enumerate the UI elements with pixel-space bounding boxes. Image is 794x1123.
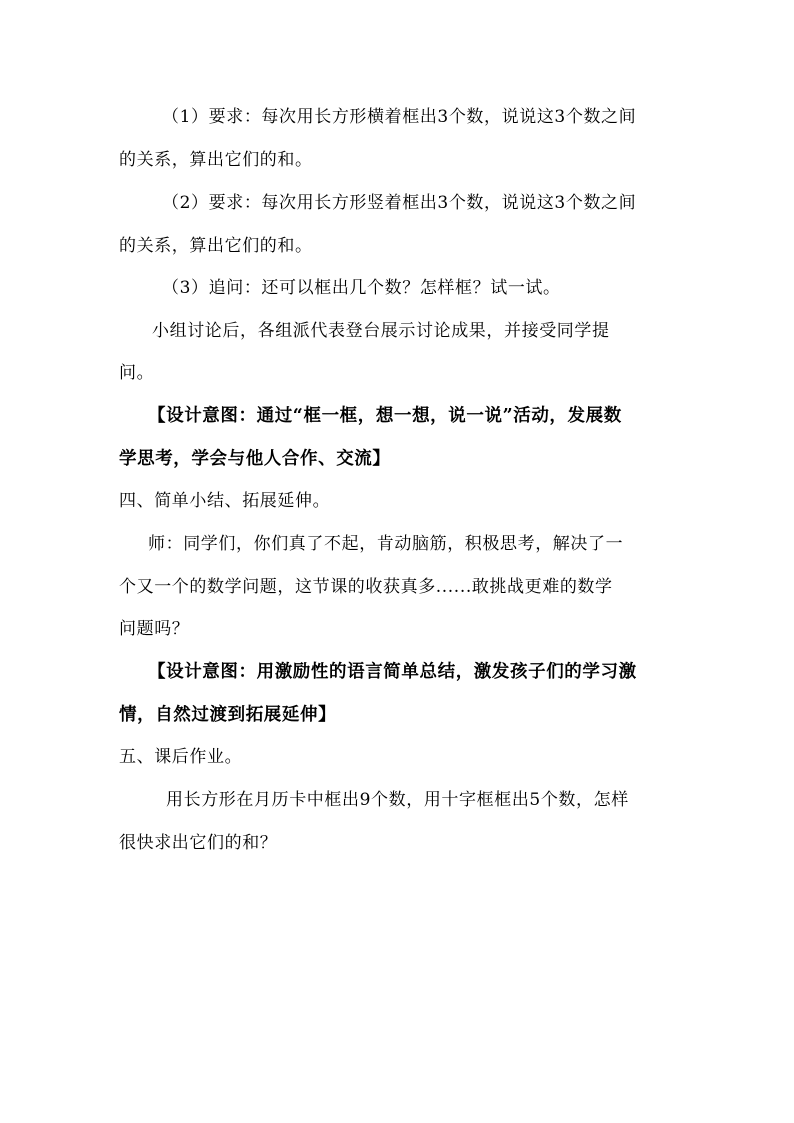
- text-line: 用长方形在月历卡中框出9个数，用十字框框出5个数，怎样: [166, 790, 629, 810]
- section-heading: 五、课后作业。: [119, 747, 243, 767]
- text-line: 问题吗？: [119, 619, 190, 639]
- text-line: （3）追问：还可以框出几个数？怎样框？试一试。: [162, 278, 561, 298]
- design-intent-note: 【设计意图：用激励性的语言简单总结，激发孩子们的学习激: [148, 662, 637, 682]
- design-intent-note: 【设计意图：通过“框一框，想一想，说一说”活动，发展数: [148, 406, 622, 426]
- text-line: 的关系，算出它们的和。: [119, 236, 313, 256]
- text-line: （2）要求：每次用长方形竖着框出3个数，说说这3个数之间: [162, 193, 637, 213]
- text-line: 问。: [119, 363, 155, 383]
- text-line: 师：同学们，你们真了不起，肯动脑筋，积极思考，解决了一: [148, 534, 624, 554]
- text-line: 的关系，算出它们的和。: [119, 150, 313, 170]
- design-intent-note: 情，自然过渡到拓展延伸】: [119, 705, 337, 725]
- text-line: 小组讨论后，各组派代表登台展示讨论成果，并接受同学提: [152, 321, 610, 341]
- text-line: （1）要求：每次用长方形横着框出3个数，说说这3个数之间: [162, 107, 637, 127]
- section-heading: 四、简单小结、拓展延伸。: [119, 491, 331, 511]
- text-line: 很快求出它们的和？: [119, 833, 278, 853]
- text-line: 个又一个的数学问题，这节课的收获真多......敢挑战更难的数学: [119, 577, 613, 597]
- design-intent-note: 学思考，学会与他人合作、交流】: [119, 449, 391, 469]
